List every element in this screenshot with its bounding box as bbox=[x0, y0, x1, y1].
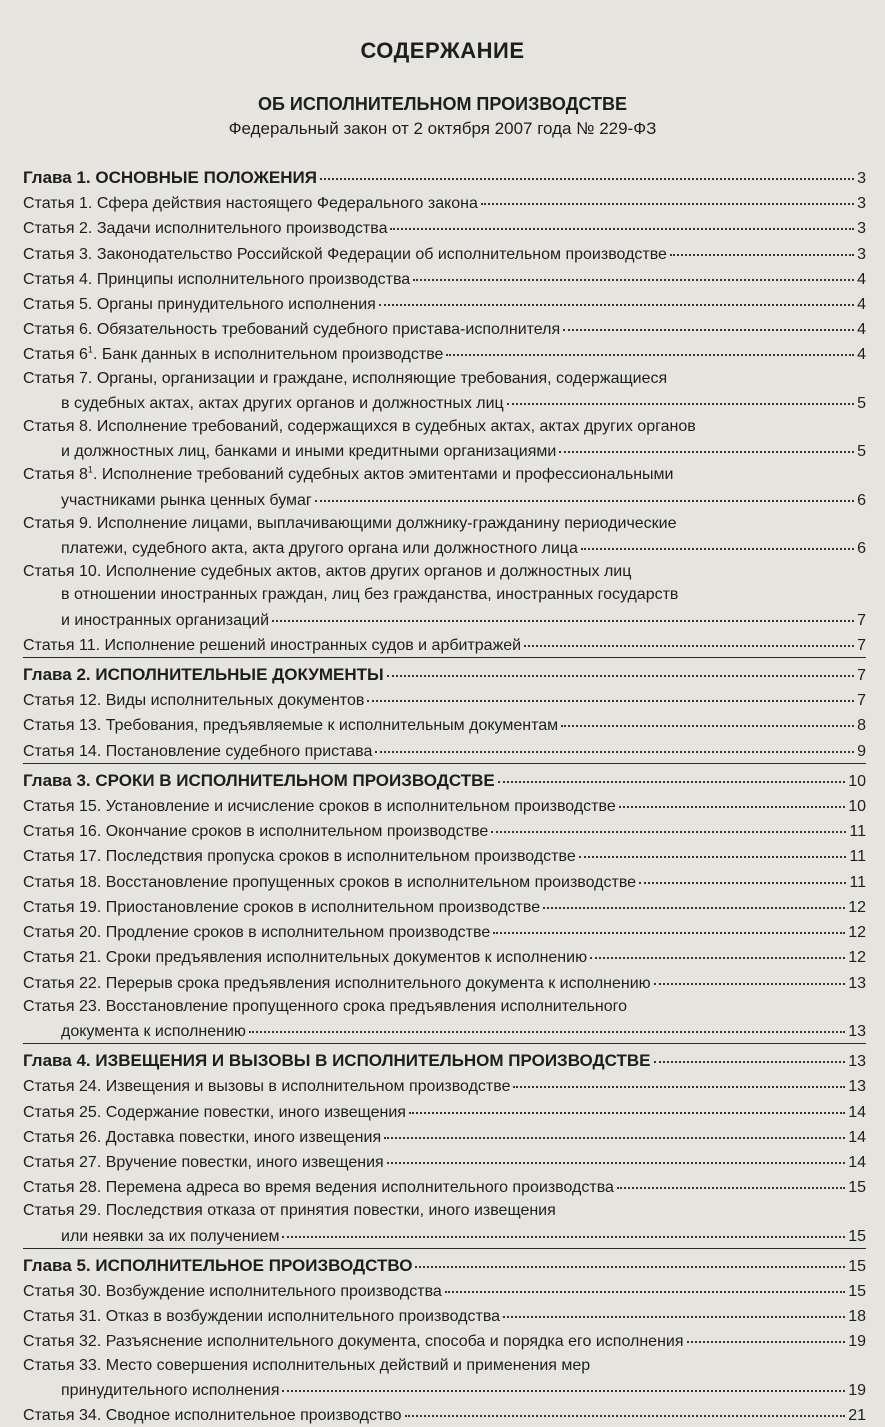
dot-leader bbox=[491, 815, 846, 833]
dot-leader bbox=[503, 1300, 845, 1318]
page-number: 5 bbox=[857, 394, 866, 412]
article-superscript: 1 bbox=[87, 465, 93, 476]
dot-leader bbox=[513, 1070, 845, 1088]
dot-leader bbox=[524, 629, 854, 647]
toc-entry-text bbox=[23, 1305, 500, 1328]
toc-text-segment: Статья 5. Органы принудительного исполнения bbox=[23, 296, 376, 314]
page-number: 7 bbox=[857, 692, 866, 710]
toc-entry-text bbox=[23, 663, 384, 686]
toc-entry-text bbox=[61, 440, 556, 463]
page-number: 19 bbox=[848, 1333, 866, 1351]
toc-text-segment: Статья 15. Установление и исчисление сроков в исполнительном производстве bbox=[23, 798, 616, 816]
page-number: 10 bbox=[848, 772, 866, 790]
dot-leader bbox=[413, 263, 854, 281]
page-number: 13 bbox=[848, 1022, 866, 1040]
page-number: 11 bbox=[849, 848, 866, 866]
toc-text-segment: Статья 20. Продление сроков в исполнительном производстве bbox=[23, 924, 491, 942]
page-number: 6 bbox=[857, 491, 866, 509]
page-number: 4 bbox=[857, 346, 866, 364]
toc-article bbox=[23, 1199, 866, 1247]
dot-leader bbox=[590, 941, 845, 959]
toc-entry-text bbox=[23, 1404, 402, 1427]
toc-article bbox=[23, 738, 866, 763]
toc-text-segment: Статья 6 bbox=[23, 346, 88, 364]
dot-leader bbox=[563, 313, 854, 331]
page-number: 9 bbox=[857, 742, 866, 760]
toc-entry-text bbox=[23, 689, 364, 712]
toc-text-segment: Статья 21. Сроки предъявления исполнительных документов к исполнению bbox=[23, 949, 588, 967]
dot-leader bbox=[579, 840, 847, 858]
toc-article bbox=[23, 632, 866, 657]
dot-leader bbox=[249, 1015, 845, 1033]
page-number: 3 bbox=[857, 245, 866, 263]
dot-leader bbox=[670, 238, 854, 256]
toc-entry-text bbox=[23, 634, 521, 657]
page-number: 13 bbox=[848, 974, 866, 992]
page-number: 8 bbox=[857, 717, 866, 735]
toc-article bbox=[23, 512, 866, 560]
toc-entry-text bbox=[61, 1379, 279, 1402]
toc-entry-text bbox=[23, 896, 540, 919]
page-number: 12 bbox=[848, 949, 866, 967]
dot-leader bbox=[409, 1096, 845, 1114]
toc-text-segment: Статья 32. Разъяснение исполнительного документа, способа и порядка его исполнения bbox=[23, 1333, 684, 1351]
page-number: 3 bbox=[857, 220, 866, 238]
toc-entry-text bbox=[23, 921, 490, 944]
toc-text-segment: . Исполнение требований судебных актов эмитентами и профессиональными bbox=[92, 466, 674, 484]
toc-entry-text bbox=[23, 512, 677, 535]
toc-article bbox=[23, 415, 866, 463]
page-number: 3 bbox=[857, 195, 866, 213]
toc-text-segment: Статья 28. Перемена адреса во время ведения исполнительного производства bbox=[23, 1179, 614, 1197]
page-number: 15 bbox=[848, 1227, 866, 1245]
toc-entry-text bbox=[23, 560, 631, 583]
toc-entry-text bbox=[23, 820, 488, 843]
dot-leader bbox=[282, 1220, 845, 1238]
dot-leader bbox=[415, 1249, 845, 1268]
page-number: 19 bbox=[848, 1381, 866, 1399]
toc-text-segment: Статья 14. Постановление судебного пристава bbox=[23, 742, 373, 760]
dot-leader bbox=[617, 1171, 845, 1189]
toc-entry-text bbox=[23, 1330, 684, 1353]
toc-text-segment: документа к исполнению bbox=[61, 1022, 246, 1040]
toc-chapter bbox=[23, 1043, 866, 1073]
page-number: 21 bbox=[848, 1406, 866, 1424]
toc-text-segment: Статья 8. Исполнение требований, содержащихся в судебных актах, актах других органов bbox=[23, 418, 696, 436]
page-number: 11 bbox=[849, 873, 866, 891]
toc-text-segment: Статья 31. Отказ в возбуждении исполнительного производства bbox=[23, 1308, 501, 1326]
toc-article bbox=[23, 1174, 866, 1199]
page-number: 14 bbox=[848, 1128, 866, 1146]
toc-text-segment: платежи, судебного акта, акта другого органа или должностного лица bbox=[61, 540, 578, 558]
dot-leader bbox=[561, 709, 854, 727]
toc-text-segment: . Банк данных в исполнительном производстве bbox=[92, 346, 444, 364]
toc-entry-text bbox=[23, 946, 587, 969]
toc-article bbox=[23, 1354, 866, 1402]
toc-text-segment: принудительного исполнения bbox=[61, 1381, 280, 1399]
toc-article bbox=[23, 970, 866, 995]
toc-entry-text bbox=[23, 1254, 412, 1277]
dot-leader bbox=[384, 1121, 845, 1139]
toc-text-segment: Статья 23. Восстановление пропущенного срока предъявления исполнительного bbox=[23, 997, 628, 1015]
dot-leader bbox=[507, 387, 854, 405]
dot-leader bbox=[498, 764, 845, 783]
dot-leader bbox=[282, 1374, 845, 1392]
toc-entry-text bbox=[23, 293, 376, 316]
toc-entry-text bbox=[23, 1176, 614, 1199]
toc-text-segment: Статья 26. Доставка повестки, иного извещения bbox=[23, 1128, 382, 1146]
toc-text-segment: Статья 6. Обязательность требований судебного пристава-исполнителя bbox=[23, 321, 561, 339]
toc-article bbox=[23, 995, 866, 1043]
toc-text-segment: Статья 7. Органы, организации и граждане, исполняющие требования, содержащиеся bbox=[23, 369, 668, 387]
toc-text-segment: участниками рынка ценных бумаг bbox=[61, 491, 312, 509]
page-number: 14 bbox=[848, 1103, 866, 1121]
toc-text-segment: Статья 19. Приостановление сроков в исполнительном производстве bbox=[23, 898, 541, 916]
toc-article bbox=[23, 463, 866, 511]
toc-text-segment: Статья 9. Исполнение лицами, выплачивающими должнику-гражданину периодические bbox=[23, 514, 677, 532]
toc-text-segment: в отношении иностранных граждан, лиц без гражданства, иностранных государств bbox=[61, 586, 679, 604]
dot-leader bbox=[481, 187, 854, 205]
dot-leader bbox=[559, 435, 854, 453]
page-title: СОДЕРЖАНИЕ bbox=[360, 38, 525, 63]
page-number: 18 bbox=[848, 1308, 866, 1326]
toc-text-segment: Статья 4. Принципы исполнительного производства bbox=[23, 270, 411, 288]
toc-text-segment: Статья 34. Сводное исполнительное производство bbox=[23, 1406, 402, 1424]
toc-text-segment: Статья 10. Исполнение судебных актов, актов других органов и должностных лиц bbox=[23, 563, 632, 581]
toc-text-segment: Статья 16. Окончание сроков в исполнительном производстве bbox=[23, 823, 489, 841]
toc-text-segment: или неявки за их получением bbox=[61, 1227, 280, 1245]
dot-leader bbox=[687, 1325, 846, 1343]
toc-entry-text bbox=[61, 489, 312, 512]
toc-article bbox=[23, 1328, 866, 1353]
toc-entry-text bbox=[61, 1225, 279, 1248]
page-number: 4 bbox=[857, 270, 866, 288]
page-number: 11 bbox=[849, 823, 866, 841]
toc-text-segment: Статья 33. Место совершения исполнительных действий и применения мер bbox=[23, 1356, 591, 1374]
toc-text-segment: Статья 18. Восстановление пропущенных сроков в исполнительном производстве bbox=[23, 873, 637, 891]
toc-text-segment: и должностных лиц, банками и иными кредитными организациями bbox=[61, 443, 557, 461]
toc-entry-text bbox=[23, 1101, 406, 1124]
dot-leader bbox=[320, 161, 854, 180]
toc-text-segment: в судебных актах, актах других органов и должностных лиц bbox=[61, 394, 504, 412]
toc-entry-text bbox=[23, 343, 443, 366]
dot-leader bbox=[390, 212, 854, 230]
toc-chapter bbox=[23, 763, 866, 793]
dot-leader bbox=[379, 288, 854, 306]
toc-text-segment: Глава 2. ИСПОЛНИТЕЛЬНЫЕ ДОКУМЕНТЫ bbox=[23, 665, 384, 685]
toc-text-segment: Глава 3. СРОКИ В ИСПОЛНИТЕЛЬНОМ ПРОИЗВОДСТВЕ bbox=[23, 770, 495, 790]
toc-text-segment: Статья 27. Вручение повестки, иного извещения bbox=[23, 1153, 384, 1171]
dot-leader bbox=[405, 1399, 846, 1417]
toc-article bbox=[23, 560, 866, 632]
toc-entry-text bbox=[23, 217, 387, 240]
toc-entry-text bbox=[23, 769, 495, 792]
page-number: 7 bbox=[857, 611, 866, 629]
toc-text-segment: Статья 3. Законодательство Российской Федерации об исполнительном производстве bbox=[23, 245, 667, 263]
toc-text-segment: Глава 5. ИСПОЛНИТЕЛЬНОЕ ПРОИЗВОДСТВО bbox=[23, 1255, 413, 1275]
page-number: 14 bbox=[848, 1153, 866, 1171]
toc-text-segment: и иностранных организаций bbox=[61, 611, 270, 629]
toc-text-segment: Статья 29. Последствия отказа от принятия повестки, иного извещения bbox=[23, 1202, 556, 1220]
toc-entry-text bbox=[23, 268, 410, 291]
toc-entry-text bbox=[61, 609, 269, 632]
toc-entry-text bbox=[61, 537, 578, 560]
dot-leader bbox=[375, 735, 854, 753]
toc-text-segment: Глава 1. ОСНОВНЫЕ ПОЛОЖЕНИЯ bbox=[23, 168, 317, 187]
toc-entry-text bbox=[23, 845, 576, 868]
page-number: 7 bbox=[857, 667, 866, 685]
toc-chapter bbox=[23, 1248, 866, 1278]
dot-leader bbox=[446, 338, 854, 356]
toc-entry-text bbox=[23, 972, 651, 995]
page-number: 12 bbox=[848, 898, 866, 916]
dot-leader bbox=[639, 866, 846, 884]
toc-text-segment: Статья 2. Задачи исполнительного производства bbox=[23, 220, 388, 238]
toc-text-segment: Статья 12. Виды исполнительных документов bbox=[23, 692, 365, 710]
dot-leader bbox=[387, 658, 854, 677]
article-superscript: 1 bbox=[87, 345, 93, 356]
page-number: 13 bbox=[848, 1078, 866, 1096]
toc-entry-text bbox=[61, 392, 504, 415]
toc-text-segment: Статья 1. Сфера действия настоящего Федерального закона bbox=[23, 195, 478, 213]
toc-text-segment: Статья 11. Исполнение решений иностранных судов и арбитражей bbox=[23, 636, 522, 654]
dot-leader bbox=[654, 1044, 846, 1063]
toc-entry-text bbox=[23, 1126, 381, 1149]
page-number: 15 bbox=[848, 1282, 866, 1300]
dot-leader bbox=[493, 916, 845, 934]
toc-entry-text bbox=[23, 1280, 442, 1303]
page-number: 4 bbox=[857, 296, 866, 314]
table-of-contents bbox=[23, 164, 866, 1427]
toc-chapter bbox=[23, 657, 866, 687]
law-subtitle: Федеральный закон от 2 октября 2007 года № 229-ФЗ bbox=[228, 119, 657, 138]
dot-leader bbox=[619, 790, 845, 808]
toc-entry-text bbox=[61, 1020, 246, 1043]
page-number: 12 bbox=[848, 924, 866, 942]
toc-text-segment: Глава 4. ИЗВЕЩЕНИЯ И ВЫЗОВЫ В ИСПОЛНИТЕЛЬНОМ ПРОИЗВОДСТВЕ bbox=[23, 1051, 651, 1071]
page-number: 10 bbox=[848, 798, 866, 816]
toc-text-segment: Статья 17. Последствия пропуска сроков в исполнительном производстве bbox=[23, 848, 576, 866]
toc-text-segment: Статья 13. Требования, предъявляемые к исполнительным документам bbox=[23, 717, 559, 735]
dot-leader bbox=[315, 484, 854, 502]
toc-text-segment: Статья 24. Извещения и вызовы в исполнительном производстве bbox=[23, 1078, 511, 1096]
dot-leader bbox=[387, 1146, 846, 1164]
toc-entry-text bbox=[23, 1151, 384, 1174]
page-number: 5 bbox=[857, 443, 866, 461]
page-number: 15 bbox=[848, 1257, 866, 1275]
law-title: ОБ ИСПОЛНИТЕЛЬНОМ ПРОИЗВОДСТВЕ bbox=[257, 94, 628, 114]
toc-article bbox=[23, 341, 866, 366]
page-number: 15 bbox=[848, 1179, 866, 1197]
dot-leader bbox=[272, 604, 854, 622]
toc-text-segment: Статья 22. Перерыв срока предъявления исполнительного документа к исполнению bbox=[23, 974, 651, 992]
page-number: 4 bbox=[857, 321, 866, 339]
page-number: 3 bbox=[857, 170, 866, 187]
page-number: 7 bbox=[857, 636, 866, 654]
toc-entry-text bbox=[23, 166, 317, 189]
dot-leader bbox=[543, 891, 845, 909]
toc-text-segment: Статья 25. Содержание повестки, иного извещения bbox=[23, 1103, 406, 1121]
dot-leader bbox=[581, 532, 854, 550]
dot-leader bbox=[367, 684, 854, 702]
toc-entry-text bbox=[23, 1049, 651, 1072]
page-number: 6 bbox=[857, 540, 866, 558]
toc-text-segment: Статья 30. Возбуждение исполнительного производства bbox=[23, 1282, 442, 1300]
toc-article bbox=[23, 367, 866, 415]
toc-entry-text bbox=[23, 740, 372, 763]
toc-text-segment: Статья 8 bbox=[23, 466, 88, 484]
dot-leader bbox=[654, 967, 846, 985]
toc-article bbox=[23, 1402, 866, 1427]
dot-leader bbox=[445, 1275, 845, 1293]
page-number: 13 bbox=[848, 1053, 866, 1071]
